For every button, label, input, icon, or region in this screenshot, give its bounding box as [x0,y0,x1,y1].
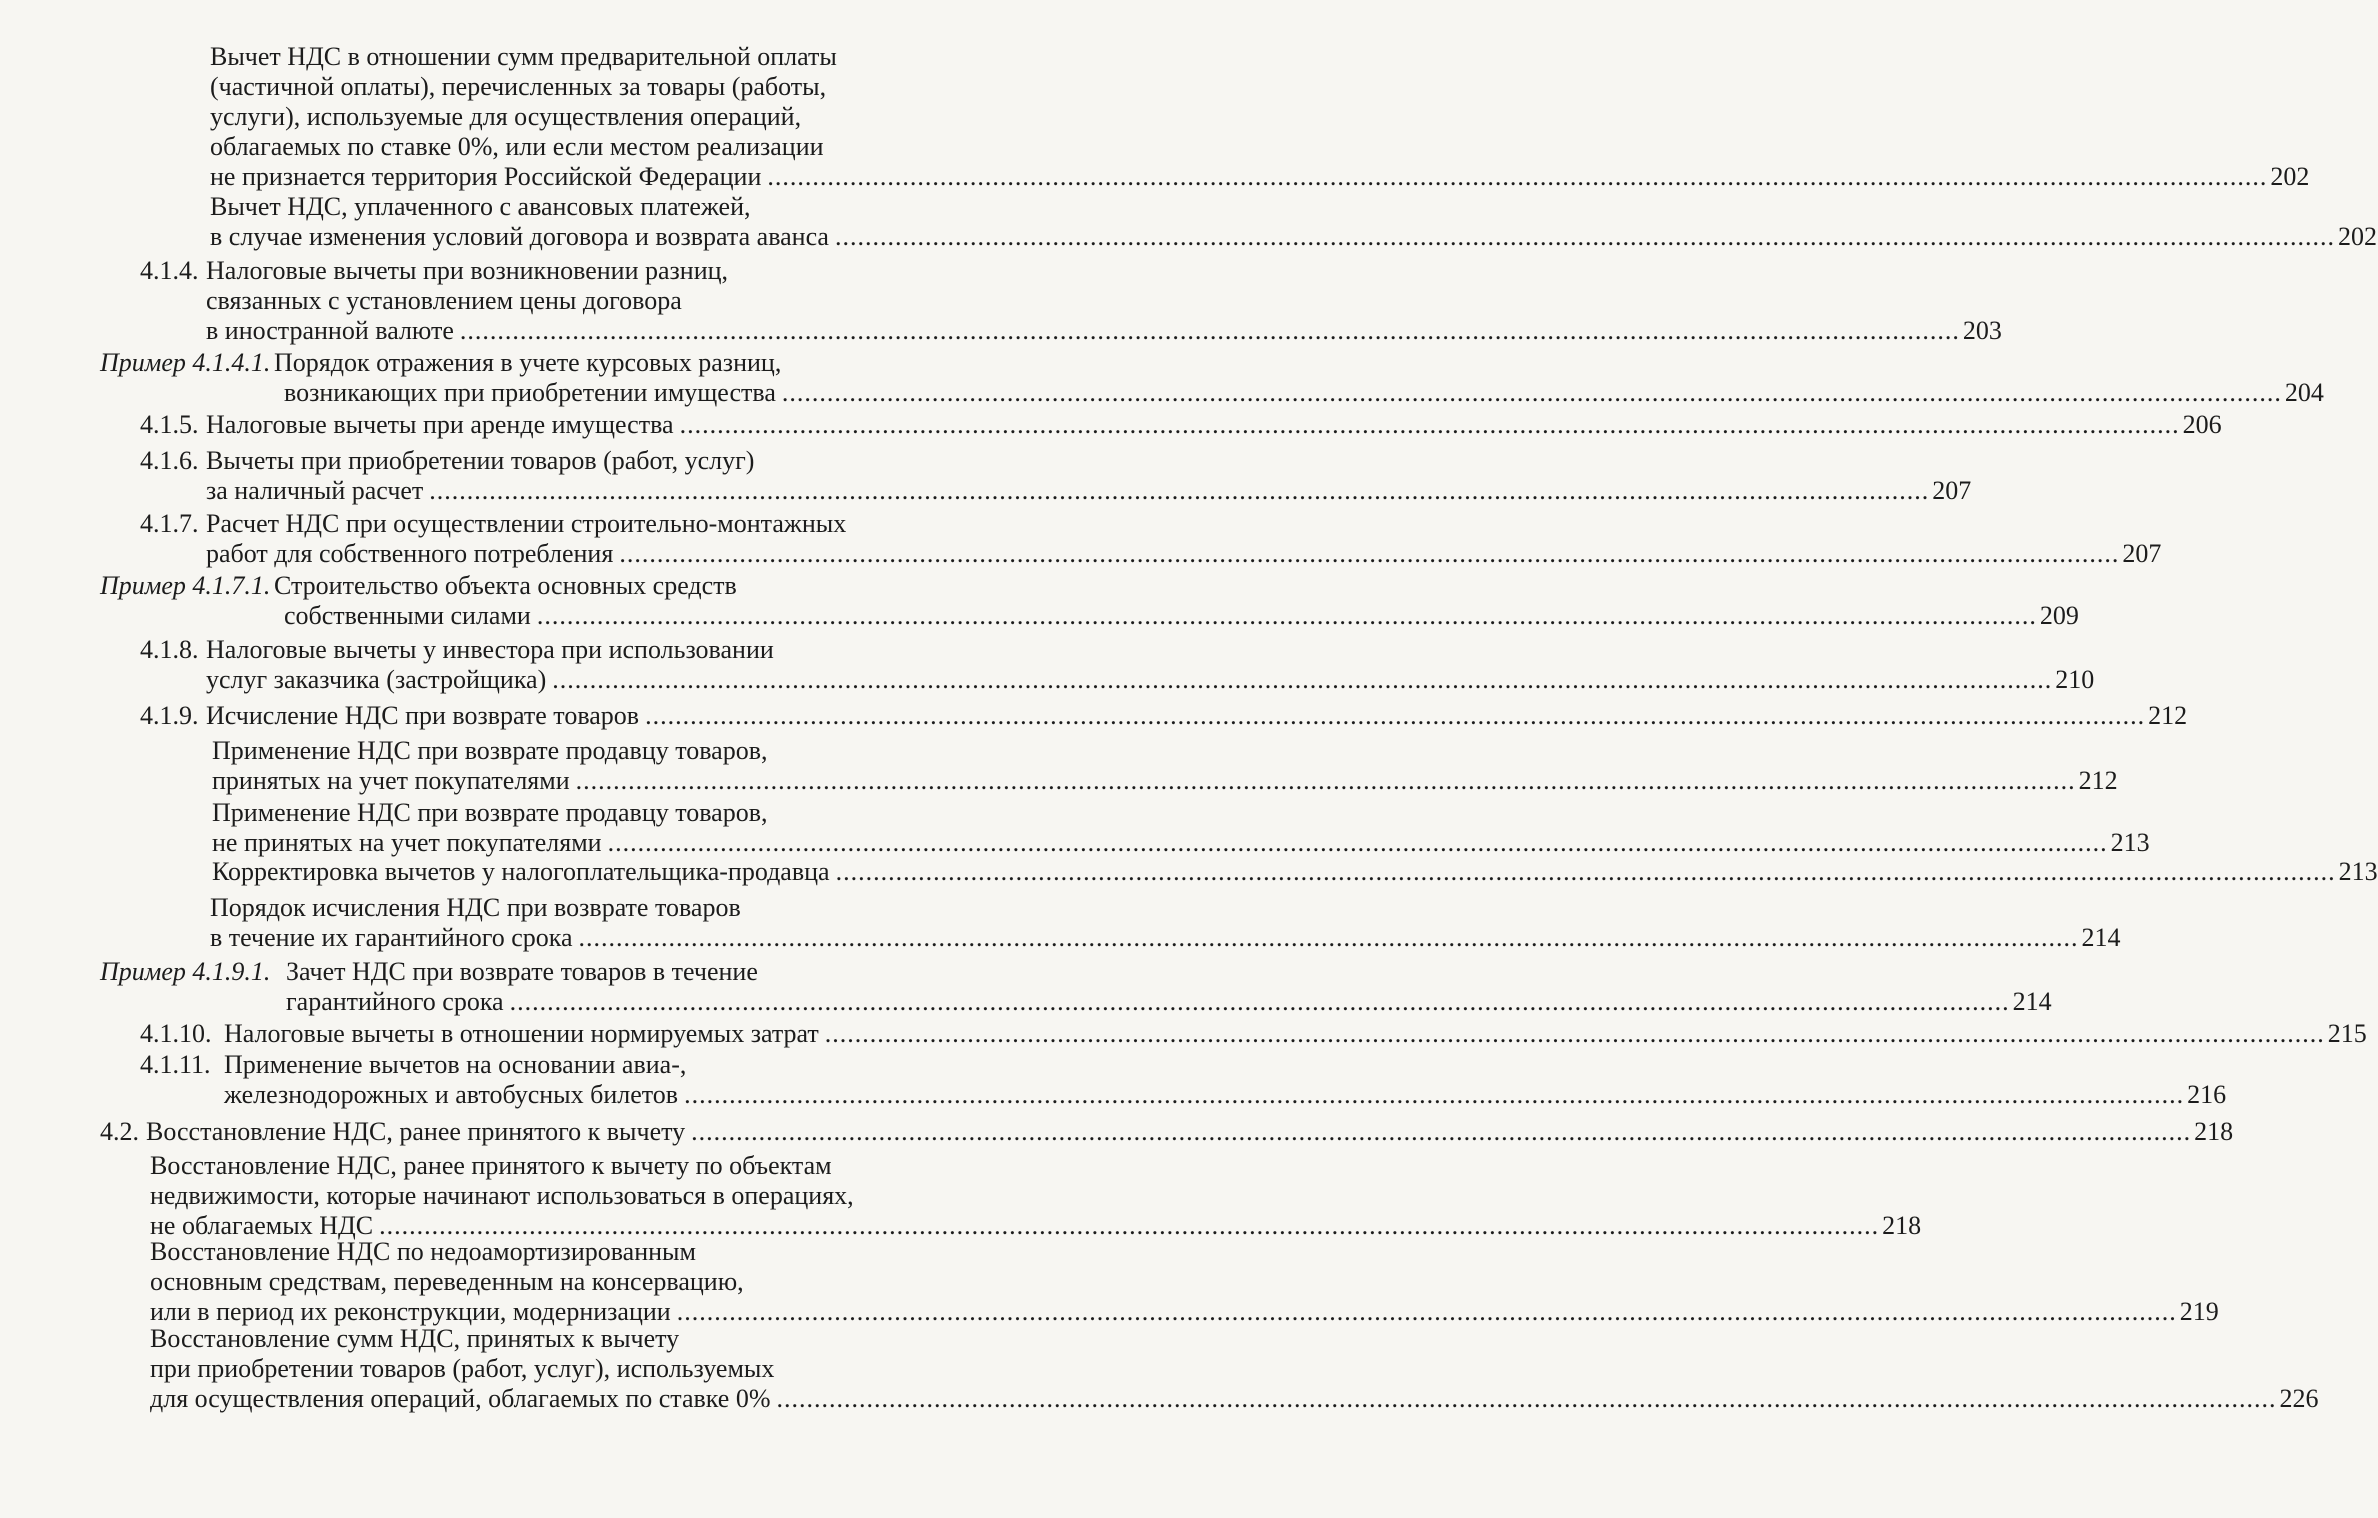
toc-line: собственными силами [284,601,531,630]
page-number: 209 [2039,601,2079,630]
toc-line: при приобретении товаров (работ, услуг), используемых [150,1354,775,1383]
page-number: 210 [2055,665,2095,694]
toc-line: услуг заказчика (застройщика) [206,665,547,694]
leader-dots: ........................................................................................................................................................................................................ [676,1297,2177,1326]
leader-dots: ........................................................................................................................................................................................................ [679,410,2180,439]
section-number: 4.1.10. [140,1019,212,1048]
page-number: 207 [2122,539,2162,568]
section-number: 4.1.4. [140,256,199,285]
toc-line: Порядок исчисления НДС при возврате товаров [210,893,741,922]
leader-dots: ........................................................................................................................................................................................................ [781,378,2282,407]
section-number: 4.2. [100,1117,139,1146]
toc-line: связанных с установлением цены договора [206,286,682,315]
toc-entry [100,348,2324,408]
example-label: Пример 4.1.7.1. [100,571,271,600]
toc-line: основным средствам, переведенным на консервацию, [150,1267,744,1296]
toc-entry [140,1050,2227,1110]
toc-line: в течение их гарантийного срока [210,923,573,952]
toc-line: Применение НДС при возврате продавцу товаров, [212,798,768,827]
toc-line: облагаемых по ставке 0%, или если местом реализации [210,132,824,161]
page-number: 216 [2187,1080,2227,1109]
toc-entry [100,571,2079,631]
toc-line: в случае изменения условий договора и возврата аванса [210,222,829,251]
toc-line: Корректировка вычетов у налогоплательщика-продавца [212,857,830,886]
page-number: 213 [2338,857,2378,886]
toc-line: Порядок отражения в учете курсовых разниц, [274,348,782,377]
leader-dots: ........................................................................................................................................................................................................ [824,1019,2325,1048]
section-number: 4.1.7. [140,509,199,538]
leader-dots: ........................................................................................................................................................................................................ [607,828,2108,857]
page-number: 207 [1932,476,1972,505]
toc-entry [140,446,1972,506]
toc-line: железнодорожных и автобусных билетов [224,1080,679,1109]
toc-line: не облагаемых НДС [150,1211,374,1240]
toc-entry [210,42,2310,192]
leader-dots: ........................................................................................................................................................................................................ [834,222,2335,251]
section-number: 4.1.6. [140,446,199,475]
toc-line: Налоговые вычеты при возникновении разниц, [206,256,729,285]
page-number: 212 [2148,701,2188,730]
toc-entry [140,1019,2367,1049]
toc-line: работ для собственного потребления [206,539,614,568]
leader-dots: ........................................................................................................................................................................................................ [459,316,1960,345]
leader-dots: ........................................................................................................................................................................................................ [691,1117,2192,1146]
page-number: 214 [2012,987,2052,1016]
toc-line: недвижимости, которые начинают использоваться в операциях, [150,1181,854,1210]
page-number: 218 [1882,1211,1922,1240]
page-number: 203 [1962,316,2002,345]
section-number: 4.1.9. [140,701,199,730]
toc-line: Строительство объекта основных средств [274,571,737,600]
toc-line: за наличный расчет [206,476,424,505]
toc-line: возникающих при приобретении имущества [284,378,776,407]
example-label: Пример 4.1.9.1. [100,957,271,986]
leader-dots: ........................................................................................................................................................................................................ [684,1080,2185,1109]
toc-entry [140,256,2002,346]
leader-dots: ........................................................................................................................................................................................................ [835,857,2336,886]
toc-entry [150,1151,1922,1241]
toc-line: Исчисление НДС при возврате товаров [206,701,640,730]
toc-line: Применение вычетов на основании авиа-, [224,1050,687,1079]
toc-line: не принятых на учет покупателями [212,828,602,857]
toc-entry [210,192,2377,252]
section-number: 4.1.8. [140,635,199,664]
toc-line: услуги), используемые для осуществления операций, [210,102,802,131]
toc-entry [140,509,2162,569]
leader-dots: ........................................................................................................................................................................................................ [536,601,2037,630]
toc-line: Восстановление НДС, ранее принятого к вычету [146,1117,686,1146]
leader-dots: ........................................................................................................................................................................................................ [776,1384,2277,1413]
toc-entry [212,798,2150,858]
section-number: 4.1.5. [140,410,199,439]
page-number: 212 [2078,766,2118,795]
section-number: 4.1.11. [140,1050,211,1079]
toc-line: в иностранной валюте [206,316,454,345]
toc-line: (частичной оплаты), перечисленных за товары (работы, [210,72,827,101]
example-label: Пример 4.1.4.1. [100,348,271,377]
page-number: 204 [2284,378,2324,407]
toc-line: Зачет НДС при возврате товаров в течение [286,957,758,986]
toc-line: Расчет НДС при осуществлении строительно-монтажных [206,509,847,538]
toc-line: Вычет НДС в отношении сумм предварительной оплаты [210,42,837,71]
leader-dots: ........................................................................................................................................................................................................ [552,665,2053,694]
toc-line: Налоговые вычеты в отношении нормируемых затрат [224,1019,819,1048]
page-number: 213 [2110,828,2150,857]
page-number: 202 [2270,162,2310,191]
toc-entry [150,1324,2319,1414]
page-number: 219 [2179,1297,2219,1326]
page-number: 206 [2182,410,2222,439]
toc-line: Вычеты при приобретении товаров (работ, услуг) [206,446,755,475]
page-number: 226 [2279,1384,2319,1413]
leader-dots: ........................................................................................................................................................................................................ [429,476,1930,505]
leader-dots: ........................................................................................................................................................................................................ [575,766,2076,795]
toc-entry [140,635,2095,695]
toc-line: для осуществления операций, облагаемых по ставке 0% [150,1384,771,1413]
leader-dots: ........................................................................................................................................................................................................ [767,162,2268,191]
toc-line: Применение НДС при возврате продавцу товаров, [212,736,768,765]
toc-line: Восстановление сумм НДС, принятых к вычету [150,1324,680,1353]
toc-entry [140,410,2222,440]
leader-dots: ........................................................................................................................................................................................................ [509,987,2010,1016]
toc-line: Восстановление НДС по недоамортизированным [150,1237,696,1266]
page-number: 215 [2327,1019,2367,1048]
toc-entry [100,957,2052,1017]
toc-entry [212,736,2118,796]
toc-line: Налоговые вычеты при аренде имущества [206,410,674,439]
leader-dots: ........................................................................................................................................................................................................ [578,923,2079,952]
leader-dots: ........................................................................................................................................................................................................ [619,539,2120,568]
toc-line: или в период их реконструкции, модернизации [150,1297,671,1326]
leader-dots: ........................................................................................................................................................................................................ [645,701,2146,730]
toc-line: не признается территория Российской Федерации [210,162,762,191]
toc-line: принятых на учет покупателями [212,766,570,795]
toc-entry [212,857,2378,887]
leader-dots: ........................................................................................................................................................................................................ [379,1211,1880,1240]
page-number: 202 [2337,222,2377,251]
page-number: 214 [2081,923,2121,952]
page-number: 218 [2194,1117,2234,1146]
toc-entry [210,893,2121,953]
toc-line: Восстановление НДС, ранее принятого к вычету по объектам [150,1151,832,1180]
toc-entry [150,1237,2219,1327]
toc-entry [140,701,2188,731]
toc-entry [100,1117,2234,1147]
toc-line: гарантийного срока [286,987,504,1016]
toc-line: Вычет НДС, уплаченного с авансовых платежей, [210,192,751,221]
toc-line: Налоговые вычеты у инвестора при использовании [206,635,774,664]
